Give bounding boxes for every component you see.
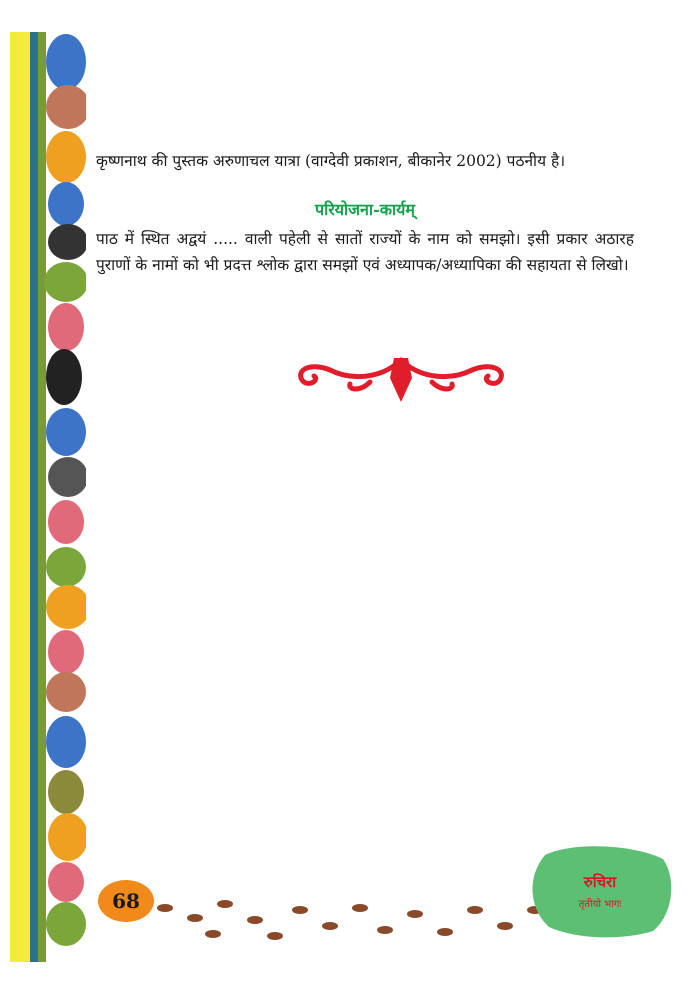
- project-heading: परियोजना-कार्यम्: [314, 200, 416, 219]
- book-title: रुचिरा: [583, 873, 617, 891]
- paragraph-project-task: पाठ में स्थित अद्वयं ..... वाली पहेली से सातों राज्यों के नाम को समझो। इसी प्रकार अठारह पुराणों के नामों को भी प्रदत्त श्लोक द्वारा समझों एवं अध्यापक/अध्यापिका की सहायता से लिखो।: [96, 230, 634, 274]
- footprints-icon: [155, 890, 555, 950]
- paragraph-reading-suggestion: कृष्णनाथ की पुस्तक अरुणाचल यात्रा (वाग्देवी प्रकाशन, बीकानेर 2002) पठनीय है।: [96, 152, 566, 170]
- page-number-badge: [98, 880, 154, 922]
- ornament-divider-icon: [290, 350, 512, 410]
- yellow-margin-strip: [10, 32, 32, 962]
- book-part: तृतीयो भागः: [578, 899, 622, 910]
- page-number: 68: [112, 889, 140, 913]
- green-blob-icon: [525, 845, 675, 940]
- decorative-face-border: [30, 32, 86, 962]
